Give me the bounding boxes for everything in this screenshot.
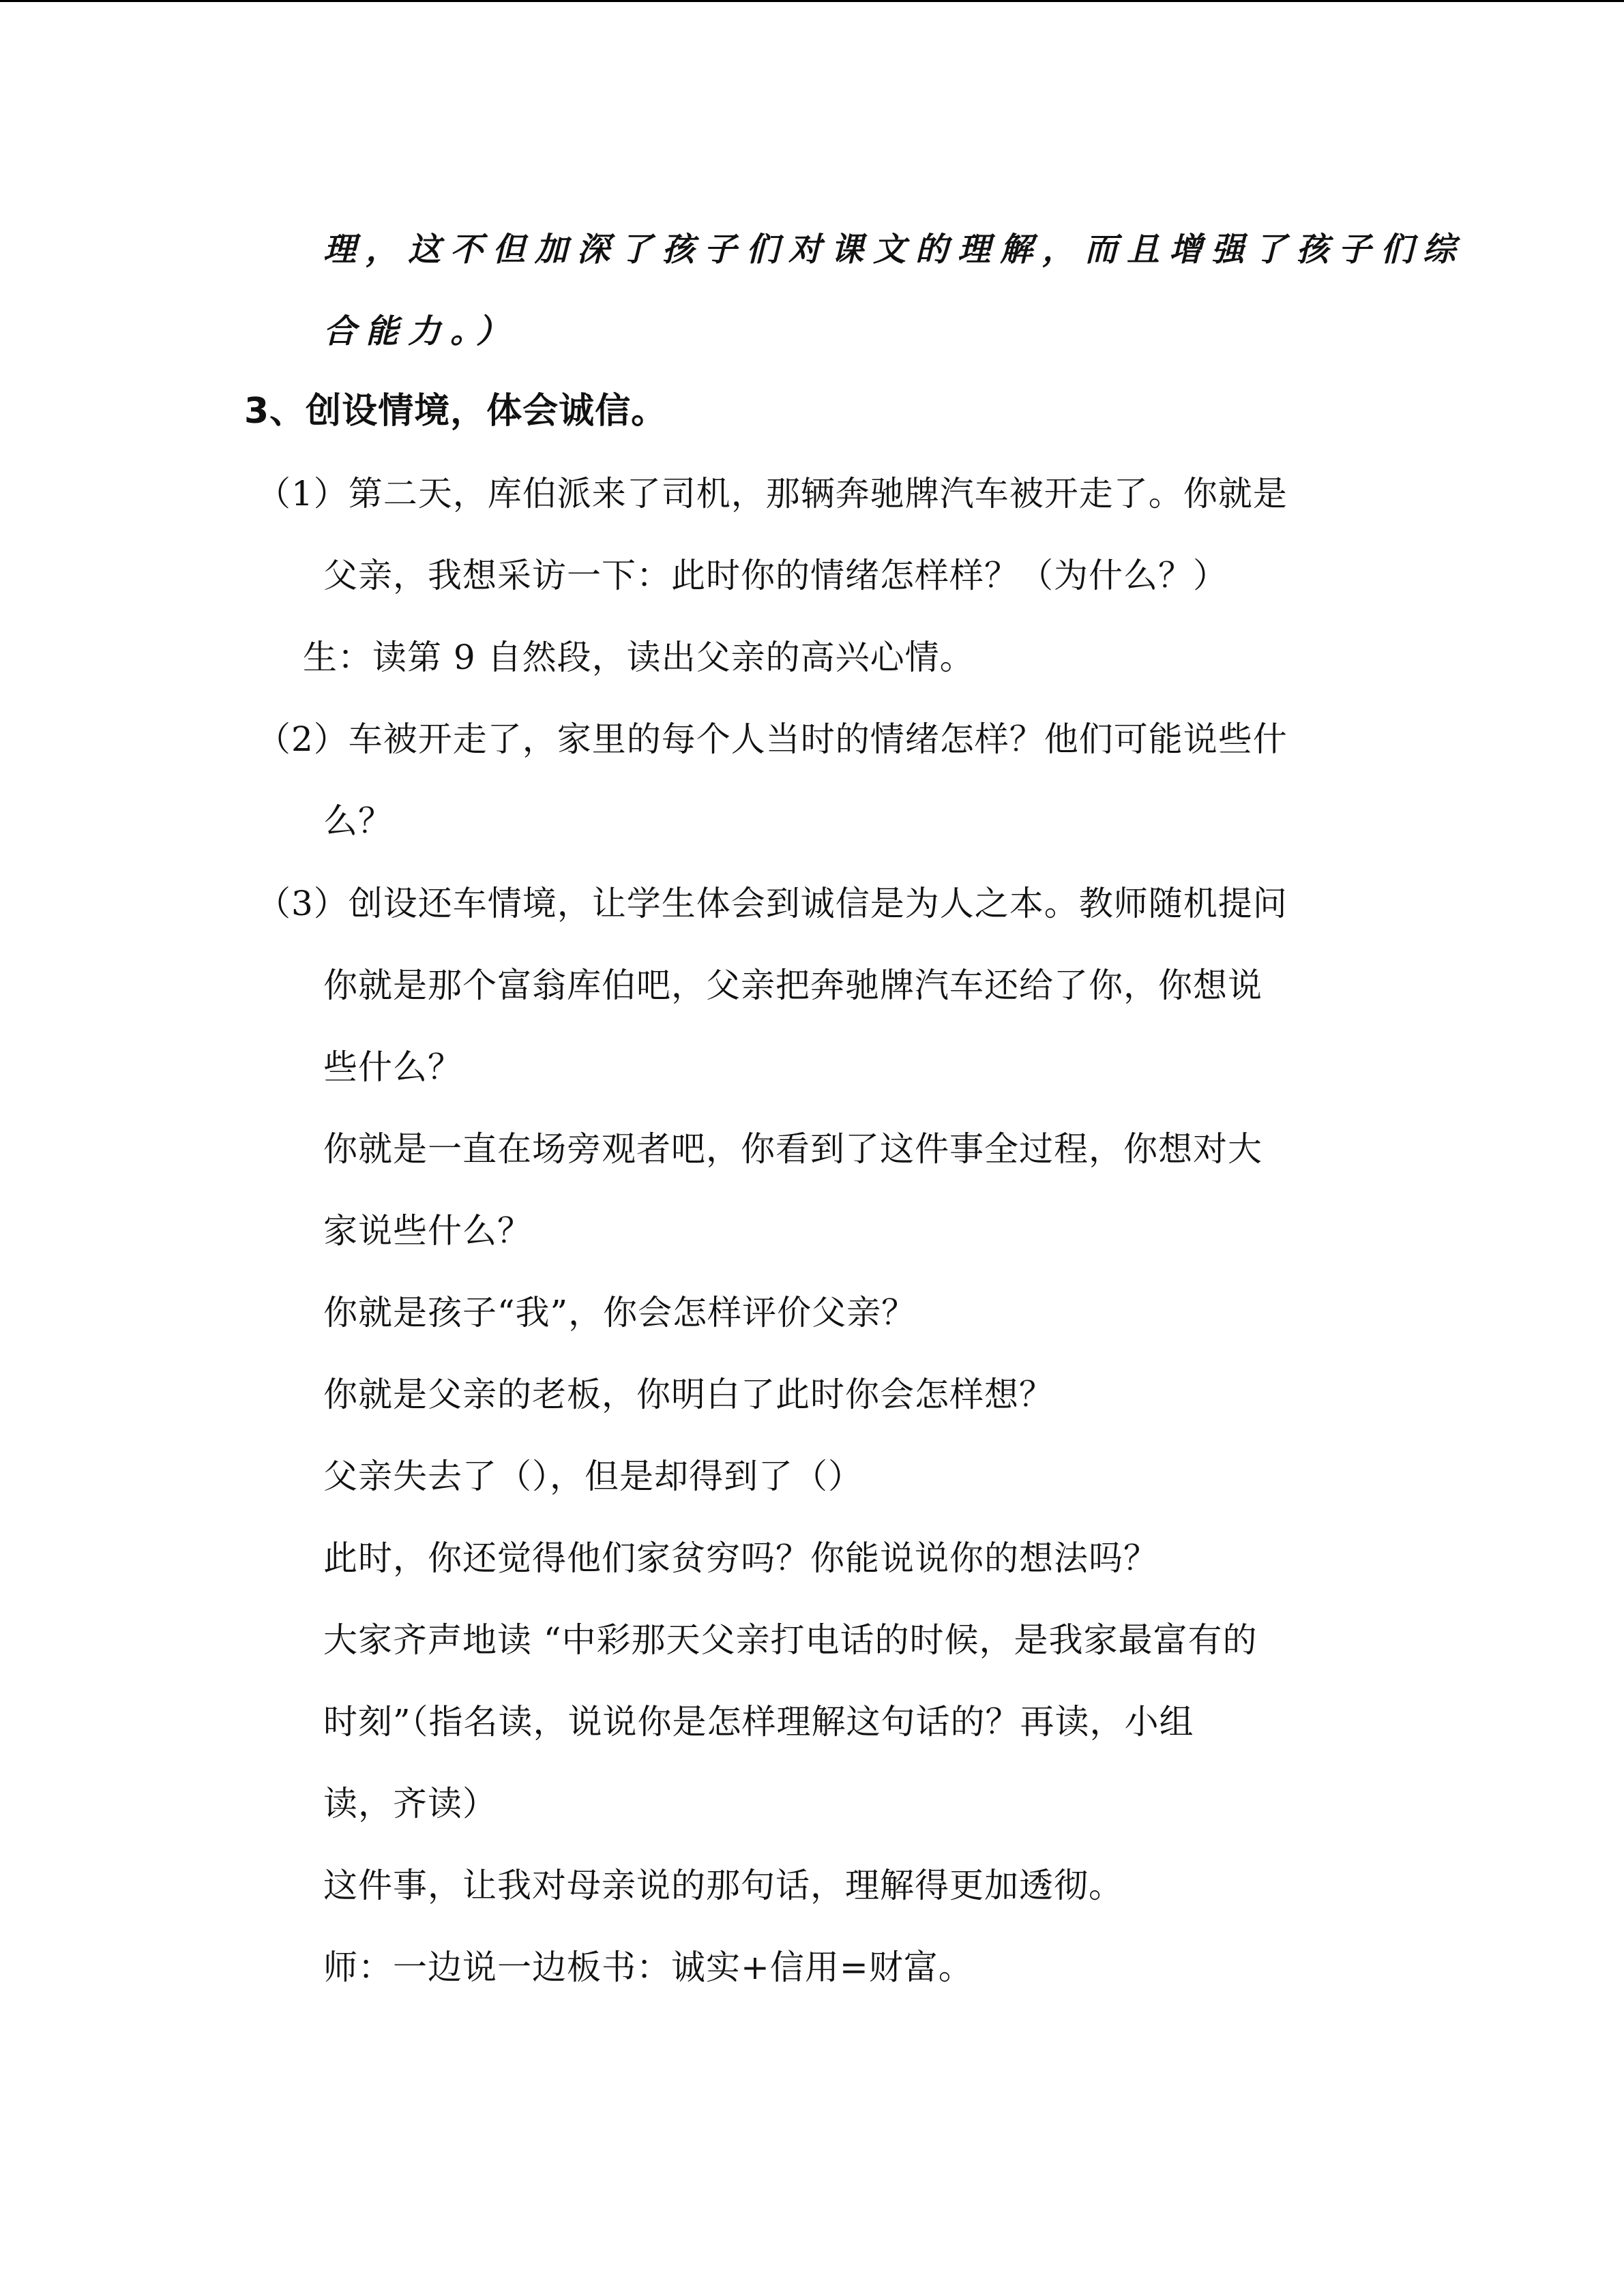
item-1-line-1: （1）第二天，库伯派来了司机，那辆奔驰牌汽车被开走了。你就是 bbox=[256, 474, 1288, 513]
item-3-line-10: 大家齐声地读 “中彩那天父亲打电话的时候，是我家最富有的 bbox=[323, 1620, 1258, 1660]
note-line-1: 理，这不但加深了孩子们对课文的理解，而且增强了孩子们综 bbox=[323, 230, 1466, 269]
item-3-line-9: 此时，你还觉得他们家贫穷吗？你能说说你的想法吗？ bbox=[323, 1538, 1158, 1578]
item-3-line-3: 些什么？ bbox=[323, 1047, 462, 1087]
item-2-line-2: 么？ bbox=[323, 801, 393, 841]
item-3-line-8: 父亲失去了（），但是却得到了（） bbox=[323, 1457, 863, 1496]
section-3-heading: 3、创设情境，体会诚信。 bbox=[244, 391, 668, 432]
item-3-line-2: 你就是那个富翁库伯吧，父亲把奔驰牌汽车还给了你，你想说 bbox=[323, 966, 1263, 1005]
item-3-line-12: 读，齐读） bbox=[323, 1784, 497, 1823]
note-line-2: 合能力。） bbox=[323, 312, 519, 351]
item-3-line-11: 时刻”（指名读，说说你是怎样理解这句话的？再读，小组 bbox=[323, 1702, 1194, 1742]
item-3-line-1: （3）创设还车情境，让学生体会到诚信是为人之本。教师随机提问 bbox=[256, 884, 1288, 923]
item-2-line-1: （2）车被开走了，家里的每个人当时的情绪怎样？他们可能说些什 bbox=[256, 719, 1288, 759]
item-3-line-13: 这件事，让我对母亲说的那句话，理解得更加透彻。 bbox=[323, 1866, 1123, 1905]
item-1-line-2: 父亲，我想采访一下：此时你的情绪怎样样？（为什么？） bbox=[323, 556, 1228, 595]
item-3-line-5: 家说些什么？ bbox=[323, 1211, 532, 1251]
item-3-line-14: 师：一边说一边板书：诚实+信用=财富。 bbox=[323, 1948, 973, 1987]
page-top-border bbox=[0, 0, 1624, 2]
item-3-line-6: 你就是孩子“我”，你会怎样评价父亲？ bbox=[323, 1293, 917, 1332]
item-3-line-7: 你就是父亲的老板，你明白了此时你会怎样想？ bbox=[323, 1375, 1054, 1414]
item-1-student-response: 生：读第 9 自然段，读出父亲的高兴心情。 bbox=[303, 638, 975, 677]
item-3-line-4: 你就是一直在场旁观者吧，你看到了这件事全过程，你想对大 bbox=[323, 1129, 1263, 1169]
